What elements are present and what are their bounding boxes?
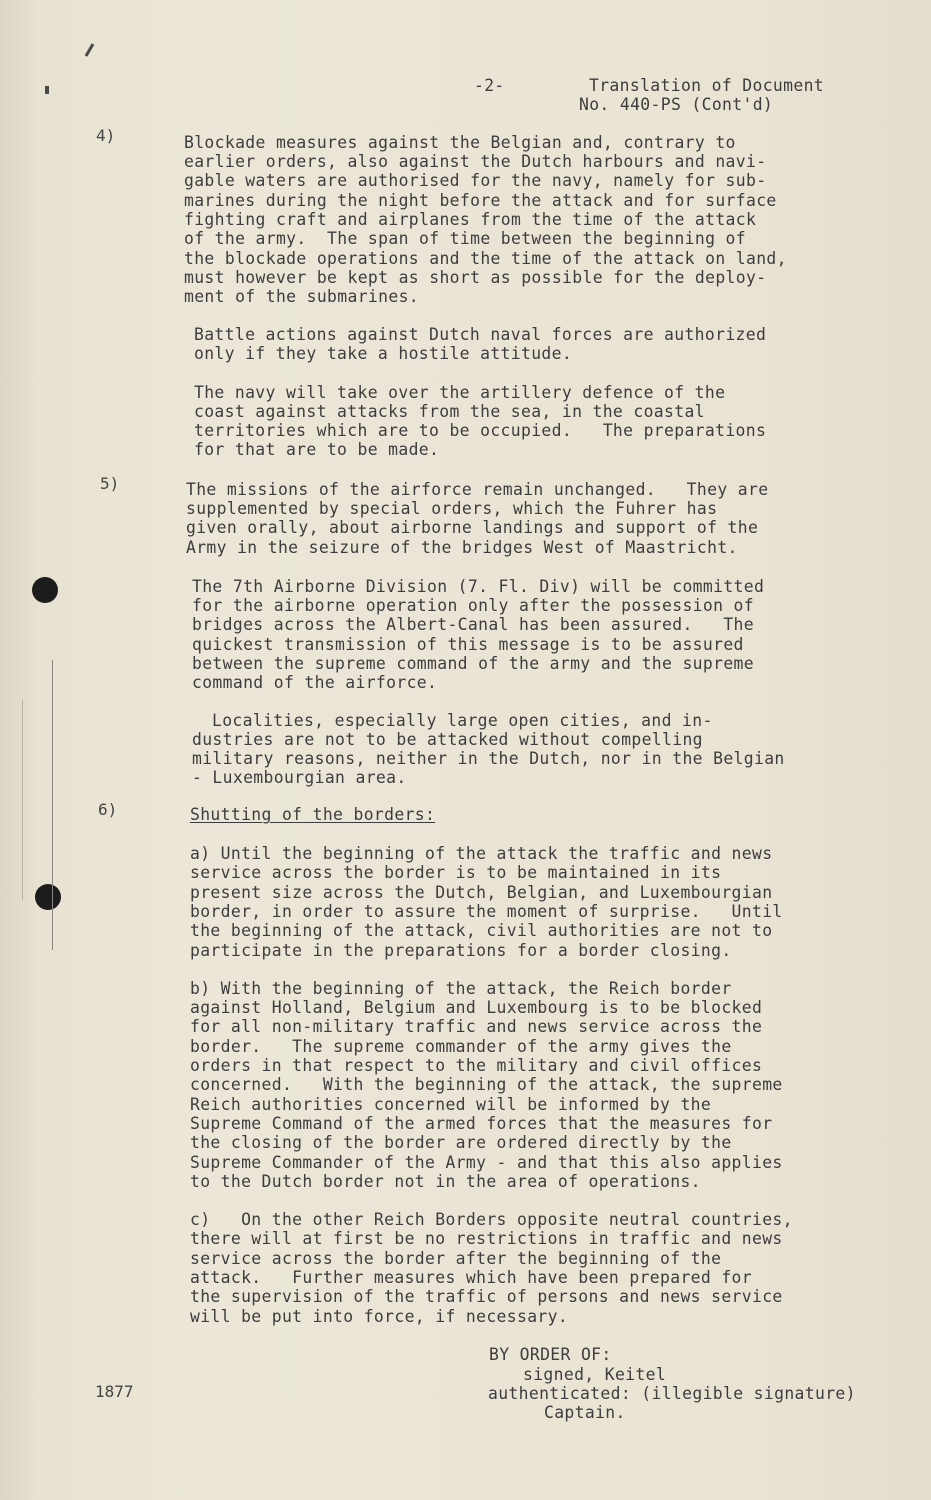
text-line: the beginning of the attack, civil authorities are not to (190, 921, 773, 940)
text-line: for all non-military traffic and news service across the (190, 1017, 763, 1036)
section-number-5: 5) (100, 474, 120, 493)
binder-hole-top (32, 577, 58, 603)
text-line: for that are to be made. (194, 440, 440, 459)
text-line: concerned. With the beginning of the attack, the supreme (190, 1075, 783, 1094)
text-line: marines during the night before the attack and for surface (184, 191, 777, 210)
text-line: b) With the beginning of the attack, the Reich border (190, 979, 732, 998)
text-line: The 7th Airborne Division (7. Fl. Div) will be committed (192, 577, 765, 596)
section-number-4: 4) (96, 126, 116, 145)
pen-mark-left (45, 86, 49, 94)
document-title-line2: No. 440-PS (Cont'd) (579, 95, 774, 114)
text-line: quickest transmission of this message is to be assured (192, 635, 744, 654)
text-line: border, in order to assure the moment of surprise. Until (190, 902, 783, 921)
text-line: coast against attacks from the sea, in the coastal (194, 402, 705, 421)
text-line: against Holland, Belgium and Luxembourg is to be blocked (190, 998, 763, 1017)
text-line: fighting craft and airplanes from the time of the attack (184, 210, 757, 229)
text-line: - Luxembourgian area. (192, 768, 407, 787)
signed-by: signed, Keitel (523, 1365, 667, 1384)
text-line: the closing of the border are ordered directly by the (190, 1133, 732, 1152)
text-line: will be put into force, if necessary. (190, 1307, 569, 1326)
text-line: between the supreme command of the army and the supreme (192, 654, 754, 673)
text-line: dustries are not to be attacked without compelling (192, 730, 703, 749)
text-line: given orally, about airborne landings and support of the (186, 518, 759, 537)
text-line: command of the airforce. (192, 673, 438, 692)
text-line: border. The supreme commander of the army gives the (190, 1037, 732, 1056)
text-line: bridges across the Albert-Canal has been assured. The (192, 615, 754, 634)
text-line: supplemented by special orders, which the Fuhrer has (186, 499, 718, 518)
section-6-heading: Shutting of the borders: (190, 805, 436, 824)
text-line: service across the border after the beginning of the (190, 1249, 722, 1268)
page-number: -2- (474, 76, 505, 95)
text-line: Localities, especially large open cities, and in- (212, 711, 713, 730)
text-line: attack. Further measures which have been prepared for (190, 1268, 752, 1287)
text-line: c) On the other Reich Borders opposite neutral countries, (190, 1210, 793, 1229)
text-line: The navy will take over the artillery defence of the (194, 383, 726, 402)
document-title-line1: Translation of Document (589, 76, 825, 95)
text-line: of the army. The span of time between the beginning of (184, 229, 746, 248)
text-line: Army in the seizure of the bridges West of Maastricht. (186, 538, 738, 557)
document-serial-number: 1877 (95, 1382, 134, 1401)
text-line: Blockade measures against the Belgian and, contrary to (184, 133, 736, 152)
text-line: only if they take a hostile attitude. (194, 344, 573, 363)
section-number-6: 6) (98, 800, 118, 819)
text-line: service across the border is to be maintained in its (190, 863, 722, 882)
text-line: there will at first be no restrictions in traffic and news (190, 1229, 783, 1248)
text-line: military reasons, neither in the Dutch, nor in the Belgian (192, 749, 785, 768)
text-line: Battle actions against Dutch naval forces are authorized (194, 325, 767, 344)
text-line: the blockade operations and the time of the attack on land, (184, 249, 787, 268)
text-line: Supreme Command of the armed forces that the measures for (190, 1114, 773, 1133)
text-line: orders in that respect to the military and civil offices (190, 1056, 763, 1075)
text-line: a) Until the beginning of the attack the traffic and news (190, 844, 773, 863)
authenticated-by: authenticated: (illegible signature) (488, 1384, 856, 1403)
text-line: must however be kept as short as possible for the deploy- (184, 268, 767, 287)
authenticator-rank: Captain. (544, 1403, 626, 1422)
text-line: ment of the submarines. (184, 287, 420, 306)
text-line: Supreme Commander of the Army - and that this also applies (190, 1153, 783, 1172)
text-line: the supervision of the traffic of persons and news service (190, 1287, 783, 1306)
text-line: present size across the Dutch, Belgian, and Luxembourgian (190, 883, 773, 902)
margin-crease (52, 660, 53, 950)
margin-crease-2 (22, 700, 23, 900)
binder-hole-bottom (35, 884, 61, 910)
text-line: to the Dutch border not in the area of operations. (190, 1172, 701, 1191)
text-line: earlier orders, also against the Dutch harbours and navi- (184, 152, 767, 171)
text-line: participate in the preparations for a border closing. (190, 941, 732, 960)
text-line: Reich authorities concerned will be informed by the (190, 1095, 712, 1114)
text-line: for the airborne operation only after the possession of (192, 596, 754, 615)
text-line: The missions of the airforce remain unchanged. They are (186, 480, 769, 499)
pen-mark-top (85, 43, 95, 57)
by-order-of: BY ORDER OF: (489, 1345, 612, 1364)
text-line: gable waters are authorised for the navy, namely for sub- (184, 171, 767, 190)
text-line: territories which are to be occupied. The preparations (194, 421, 767, 440)
